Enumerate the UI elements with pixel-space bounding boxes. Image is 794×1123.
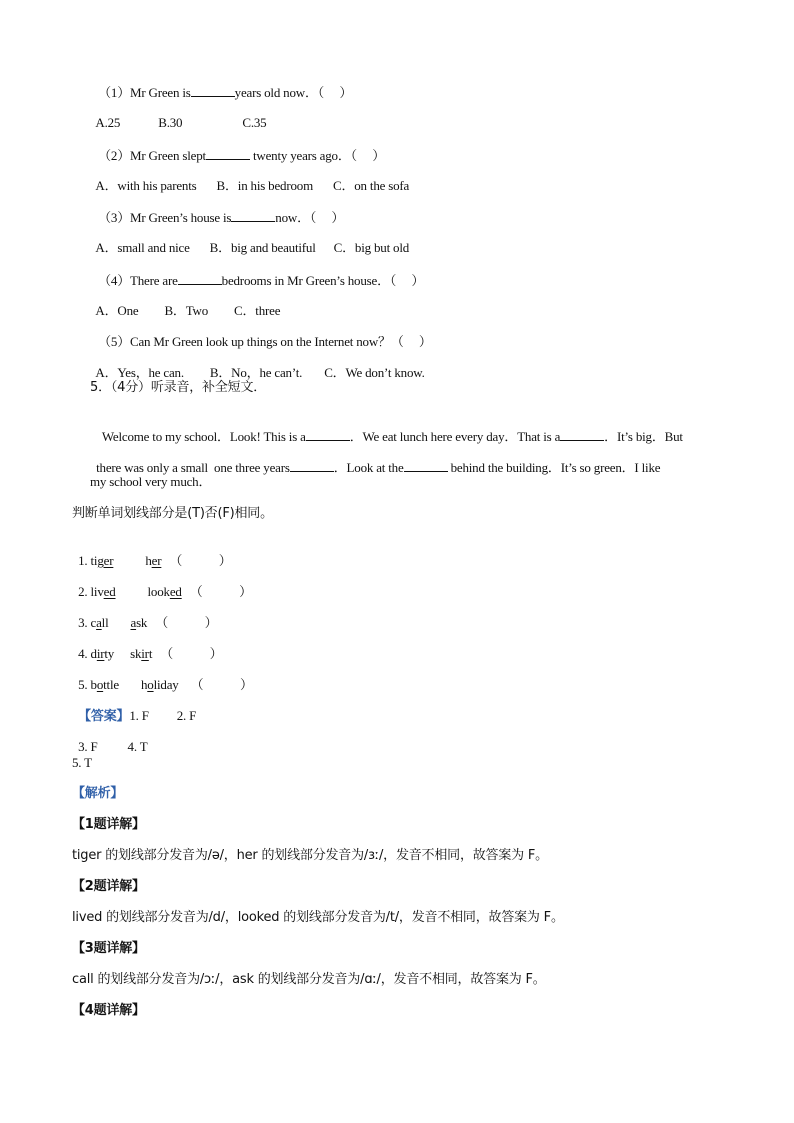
phonics-item-1 bbox=[72, 537, 232, 569]
underlined-part: o bbox=[96, 677, 104, 692]
phonics-item-4 bbox=[72, 630, 222, 662]
q4-sub1-options bbox=[90, 99, 266, 131]
word-part: b bbox=[90, 677, 97, 692]
q4-sub3-options bbox=[90, 224, 409, 256]
answer-value: 3. F bbox=[78, 739, 98, 754]
detail-3-title: 【3题详解】 bbox=[72, 941, 145, 956]
option-b: B.30 bbox=[158, 115, 183, 130]
q4-sub1-text: （1）Mr Green is bbox=[98, 85, 191, 100]
answer-parentheses: （ ） bbox=[155, 615, 218, 630]
item-number: 4. bbox=[78, 646, 91, 661]
q4-sub2-options bbox=[90, 162, 409, 194]
option-c: C．three bbox=[234, 303, 281, 318]
phonics-item-2 bbox=[72, 568, 252, 600]
option-a: A．Yes，he can. bbox=[95, 365, 184, 380]
word-part: ll bbox=[101, 615, 109, 630]
q4-sub1-blank bbox=[191, 84, 235, 97]
q4-sub1 bbox=[92, 68, 352, 101]
underlined-part: a bbox=[96, 615, 102, 630]
answer-line-3: 5. T bbox=[72, 755, 92, 770]
item-number: 2. bbox=[78, 584, 91, 599]
option-a: A.25 bbox=[95, 115, 121, 130]
q4-sub4-text-end: bedrooms in Mr Green’s house．（ ） bbox=[221, 273, 425, 288]
passage-blank-2 bbox=[560, 428, 604, 441]
phonics-instruction: 判断单词划线部分是(T)否(F)相同。 bbox=[72, 506, 273, 521]
item-number: 1. bbox=[78, 553, 91, 568]
q5-passage-line-2 bbox=[90, 443, 660, 476]
answer-tag: 【答案】 bbox=[78, 709, 130, 724]
passage-text: there was only a small one three years bbox=[96, 460, 290, 475]
answer-parentheses: （ ） bbox=[169, 553, 232, 568]
underlined-part: o bbox=[147, 677, 154, 692]
q4-sub2-text-end: twenty years ago．（ ） bbox=[249, 148, 386, 163]
word-part: sk bbox=[130, 646, 142, 661]
word-part: sk bbox=[136, 615, 148, 630]
option-b: B．Two bbox=[164, 303, 209, 318]
q4-sub4-text: （4）There are bbox=[98, 273, 178, 288]
q4-sub5-text: （5）Can Mr Green look up things on the Internet now？（ ） bbox=[98, 334, 432, 349]
detail-1-title: 【1题详解】 bbox=[72, 817, 145, 832]
detail-2-title: 【2题详解】 bbox=[72, 879, 145, 894]
underlined-part: a bbox=[130, 615, 137, 630]
q4-sub3-text: （3）Mr Green’s house is bbox=[98, 210, 232, 225]
q4-sub4-options bbox=[90, 287, 280, 319]
q4-sub4-blank bbox=[178, 272, 222, 285]
q4-sub4 bbox=[92, 256, 424, 289]
answer-value: 1. F bbox=[129, 708, 149, 723]
option-b: B．No，he can’t. bbox=[209, 365, 303, 380]
option-a: A．small and nice bbox=[95, 240, 190, 255]
detail-1-text: tiger 的划线部分发音为/ə/，her 的划线部分发音为/ɜː/，发音不相同，故答案为 F。 bbox=[72, 848, 548, 863]
q4-sub3-text-end: now．（ ） bbox=[275, 210, 345, 225]
word-part: t bbox=[148, 646, 153, 661]
q4-sub2-text: （2）Mr Green slept bbox=[98, 148, 206, 163]
word-part: h bbox=[140, 677, 148, 692]
underlined-part: ger bbox=[97, 553, 114, 568]
word-part: look bbox=[147, 584, 170, 599]
q5-heading: 5．（4分）听录音，补全短文． bbox=[90, 380, 267, 395]
option-c: C.35 bbox=[242, 115, 267, 130]
detail-3-text: call 的划线部分发音为/ɔː/，ask 的划线部分发音为/ɑː/，发音不相同，故答案为 F。 bbox=[72, 972, 546, 987]
word-part: c bbox=[90, 615, 97, 630]
word-part: h bbox=[145, 553, 152, 568]
word-part: liday bbox=[153, 677, 179, 692]
answer-parentheses: （ ） bbox=[190, 677, 253, 692]
answer-value: 2. F bbox=[176, 708, 197, 723]
answer-parentheses: （ ） bbox=[160, 646, 223, 661]
passage-blank-3 bbox=[290, 459, 334, 472]
passage-text: ．We eat lunch here every day．That is a bbox=[349, 429, 561, 444]
q4-sub3-blank bbox=[231, 209, 275, 222]
word-part: d bbox=[90, 646, 97, 661]
answer-value: 4. T bbox=[127, 739, 148, 754]
answer-line-2 bbox=[72, 723, 147, 755]
phonics-item-5 bbox=[72, 661, 253, 693]
passage-blank-4 bbox=[404, 459, 448, 472]
underlined-part: ed bbox=[169, 584, 182, 599]
option-b: B．big and beautiful bbox=[209, 240, 316, 255]
q5-passage-line-3: my school very much． bbox=[90, 474, 212, 489]
phonics-item-3 bbox=[72, 599, 217, 631]
underlined-part: ir bbox=[96, 646, 105, 661]
option-c: C．on the sofa bbox=[332, 178, 410, 193]
underlined-part: ed bbox=[103, 584, 116, 599]
passage-text: behind the building．It’s so green．I like bbox=[447, 460, 661, 475]
analysis-tag: 【解析】 bbox=[72, 786, 124, 801]
option-a: A．One bbox=[95, 303, 139, 318]
passage-text: Welcome to my school．Look! This is a bbox=[101, 429, 306, 444]
detail-2-text: lived 的划线部分发音为/d/，looked 的划线部分发音为/t/，发音不相同，故答案为 F。 bbox=[72, 910, 564, 925]
answer-parentheses: （ ） bbox=[189, 584, 252, 599]
option-a: A．with his parents bbox=[95, 178, 197, 193]
word-part: ti bbox=[90, 553, 98, 568]
detail-4-title: 【4题详解】 bbox=[72, 1003, 145, 1018]
option-c: C．big but old bbox=[333, 240, 410, 255]
word-part: liv bbox=[90, 584, 104, 599]
q4-sub2-blank bbox=[206, 147, 250, 160]
option-c: C．We don’t know. bbox=[324, 365, 425, 380]
word-part: ttle bbox=[103, 677, 119, 692]
underlined-part: er bbox=[151, 553, 162, 568]
word-part: ty bbox=[104, 646, 115, 661]
q4-sub3 bbox=[92, 193, 344, 226]
q4-sub2 bbox=[92, 131, 385, 164]
item-number: 5. bbox=[78, 677, 91, 692]
option-b: B．in his bedroom bbox=[216, 178, 313, 193]
q4-sub5-options bbox=[90, 349, 425, 381]
passage-text: ．It’s big．But bbox=[604, 429, 683, 444]
q5-passage-line-1 bbox=[96, 412, 683, 445]
q4-sub5 bbox=[92, 318, 432, 350]
q4-sub1-text-end: years old now．（ ） bbox=[234, 85, 353, 100]
answer-line-1 bbox=[72, 692, 196, 725]
passage-blank-1 bbox=[306, 428, 350, 441]
underlined-part: ir bbox=[141, 646, 149, 661]
item-number: 3. bbox=[78, 615, 91, 630]
passage-text: ．Look at the bbox=[333, 460, 404, 475]
